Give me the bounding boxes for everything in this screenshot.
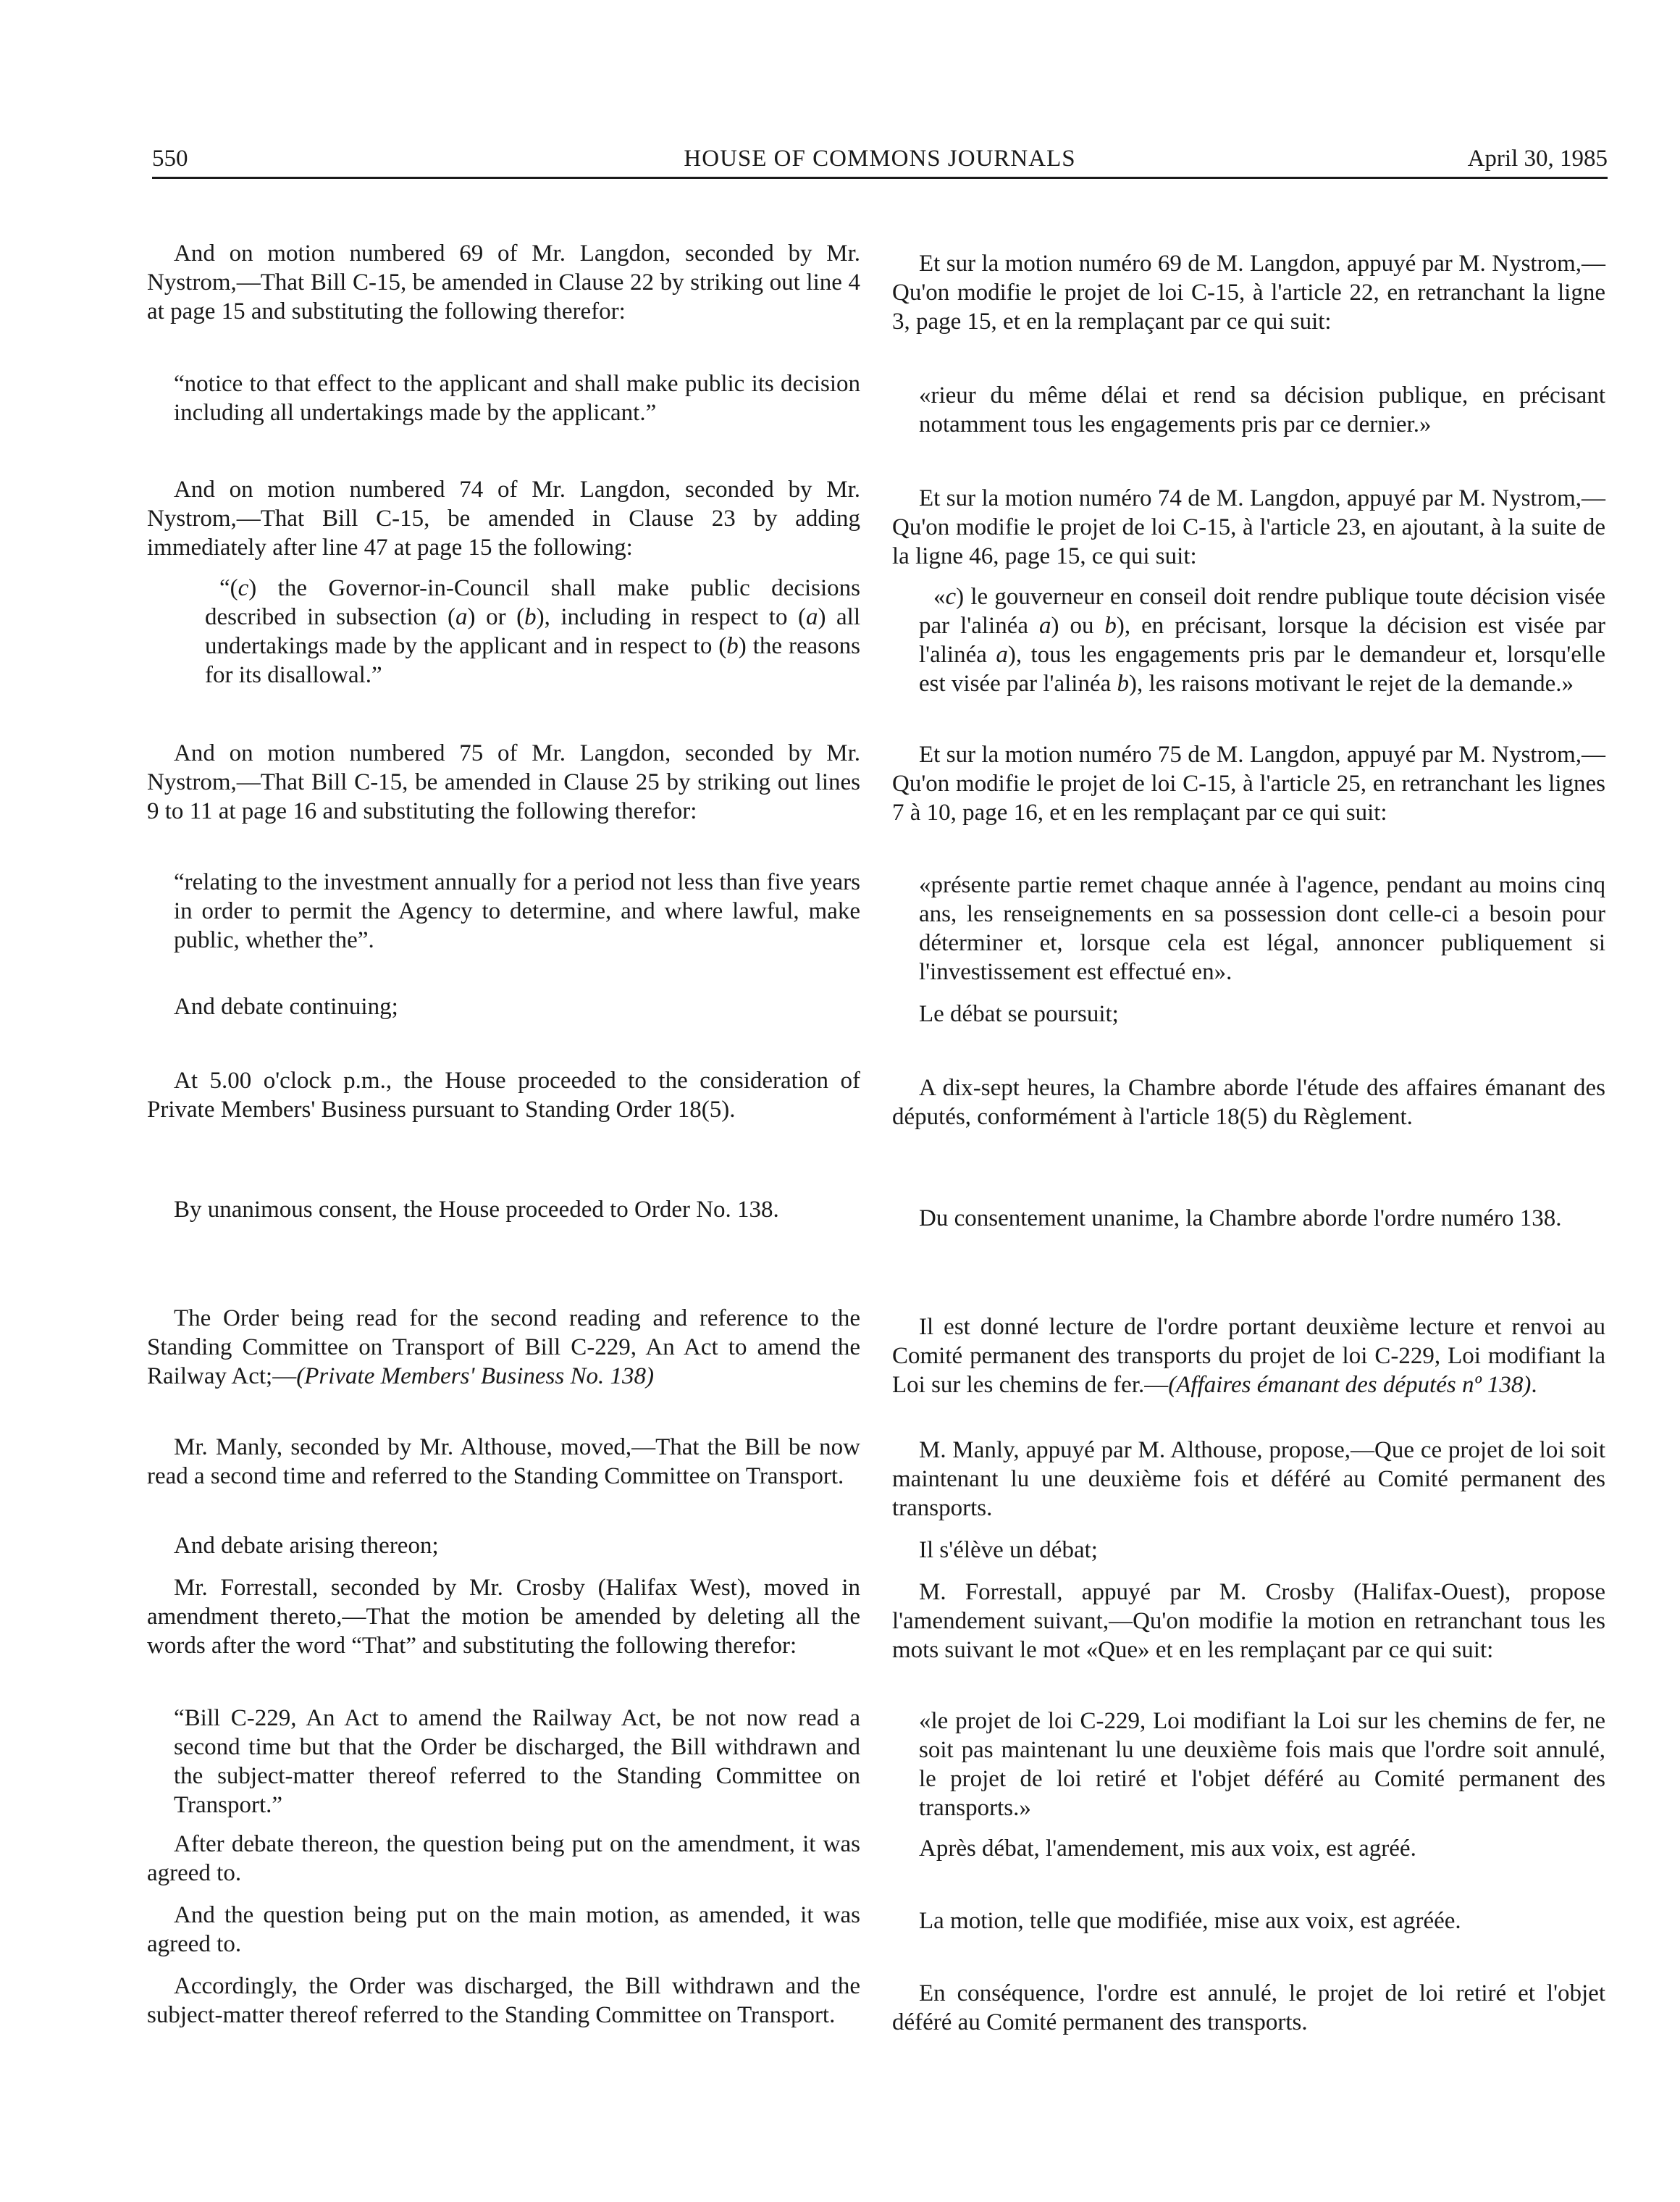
fr-motion-69-quote: «rieur du même délai et rend sa décision publique, en précisant notamment tous les engagements pris par ce dernier.» [919,382,1605,438]
en-motion-69: And on motion numbered 69 of Mr. Langdon, seconded by Mr. Nystrom,—That Bill C-15, be amended in Clause 22 by striking out line 4 at page 15 and substituting the following therefor: [147,240,860,325]
en-motion-74: And on motion numbered 74 of Mr. Langdon, seconded by Mr. Nystrom,—That Bill C-15, be amended in Clause 23 by adding immediately after line 47 at page 15 the following: [147,477,860,561]
en-forrestall-amendment: Mr. Forrestall, seconded by Mr. Crosby (Halifax West), moved in amendment thereto,—That the motion be amended by deleting all the words after the word “That” and substituting the following therefor: [147,1575,860,1659]
en-debate-arising: And debate arising thereon; [174,1533,439,1559]
fr-forrestall-amendment: M. Forrestall, appuyé par M. Crosby (Halifax-Ouest), propose l'amendement suivant,—Qu'on modifie la motion en retranchant tous les mots suivant le mot «Que» et en les remplaçant par ce qui suit: [892,1579,1605,1663]
fr-motion-69: Et sur la motion numéro 69 de M. Langdon, appuyé par M. Nystrom,—Qu'on modifie le projet de loi C-15, à l'article 22, en retranchant la ligne 3, page 15, et en la remplaçant par ce qui suit: [892,251,1605,335]
fr-manly-motion: M. Manly, appuyé par M. Althouse, propose,—Que ce projet de loi soit maintenant lu une deuxième fois et déféré au Comité permanent des transports. [892,1437,1605,1521]
page-number: 550 [152,146,188,172]
en-order-read: The Order being read for the second reading and reference to the Standing Committee on Transport of Bill C-229, An Act to amend the Railway Act;—(Private Members' Business No. 138) [147,1305,860,1389]
en-manly-motion: Mr. Manly, seconded by Mr. Althouse, moved,—That the Bill be now read a second time and referred to the Standing Committee on Transport. [147,1434,860,1489]
fr-accordingly: En conséquence, l'ordre est annulé, le projet de loi retiré et l'objet déféré au Comité permanent des transports. [892,1980,1605,2035]
fr-motion-75: Et sur la motion numéro 75 de M. Langdon, appuyé par M. Nystrom,—Qu'on modifie le projet de loi C-15, à l'article 25, en retranchant les lignes 7 à 10, page 16, et en les remplaçant par ce qui suit: [892,742,1605,826]
fr-unanimous-consent: Du consentement unanime, la Chambre aborde l'ordre numéro 138. [919,1205,1562,1231]
fr-order-read: Il est donné lecture de l'ordre portant deuxième lecture et renvoi au Comité permanent des transports du projet de loi C-229, Loi modifiant la Loi sur les chemins de fer.—(Affaires émanant des députés nº 138). [892,1314,1605,1398]
fr-after-debate: Après débat, l'amendement, mis aux voix, est agréé. [919,1835,1416,1862]
en-motion-69-quote: “notice to that effect to the applicant and shall make public its decision including all undertakings made by the applicant.” [174,371,860,426]
page-header [152,143,1608,179]
en-after-debate: After debate thereon, the question being put on the amendment, it was agreed to. [147,1831,860,1886]
en-motion-75-quote: “relating to the investment annually for a period not less than five years in order to permit the Agency to determine, and where lawful, make public, whether the”. [174,869,860,953]
fr-five-oclock: A dix-sept heures, la Chambre aborde l'étude des affaires émanant des députés, conformément à l'article 18(5) du Règlement. [892,1075,1605,1130]
en-motion-75: And on motion numbered 75 of Mr. Langdon, seconded by Mr. Nystrom,—That Bill C-15, be amended in Clause 25 by striking out lines 9 to 11 at page 16 and substituting the following therefor: [147,740,860,824]
fr-amendment-quote: «le projet de loi C-229, Loi modifiant la Loi sur les chemins de fer, ne soit pas maintenant lu une deuxième fois mais que l'ordre soit annulé, le projet de loi retiré et l'objet déféré au Comité permanent des transports.» [919,1708,1605,1821]
en-amendment-quote: “Bill C-229, An Act to amend the Railway Act, be not now read a second time but that the Order be discharged, the Bill withdrawn and the subject-matter thereof referred to the Standing Committee on Transport.” [174,1705,860,1818]
fr-main-motion: La motion, telle que modifiée, mise aux voix, est agréée. [919,1908,1461,1934]
en-unanimous-consent: By unanimous consent, the House proceeded to Order No. 138. [174,1197,779,1223]
en-debate-continuing: And debate continuing; [174,994,398,1020]
en-five-oclock: At 5.00 o'clock p.m., the House proceeded to the consideration of Private Members' Business pursuant to Standing Order 18(5). [147,1068,860,1123]
fr-debate-arising: Il s'élève un débat; [919,1537,1098,1563]
journal-date: April 30, 1985 [1467,146,1608,172]
fr-motion-74-quote: «c) le gouverneur en conseil doit rendre publique toute décision visée par l'alinéa a) ou b), en précisant, lorsque la décision est visée par l'alinéa a), tous les engagements pris par le demandeur et, lorsqu'elle est visée par l'alinéa b), les raisons motivant le rejet de la demande.» [919,584,1605,697]
en-main-motion: And the question being put on the main motion, as amended, it was agreed to. [147,1902,860,1957]
fr-debate-continuing: Le débat se poursuit; [919,1001,1119,1027]
journal-title: HOUSE OF COMMONS JOURNALS [684,146,1076,172]
en-motion-74-quote: “(c) the Governor-in-Council shall make public decisions described in subsection (a) or (b), including in respect to (a) all undertakings made by the applicant and in respect to (b) the reasons for its disallowal.” [205,575,860,688]
fr-motion-75-quote: «présente partie remet chaque année à l'agence, pendant au moins cinq ans, les renseignements en sa possession dont celle-ci a besoin pour déterminer et, lorsque cela est légal, annoncer publiquement si l'investissement est effectué en». [919,872,1605,985]
fr-motion-74: Et sur la motion numéro 74 de M. Langdon, appuyé par M. Nystrom,—Qu'on modifie le projet de loi C-15, à l'article 23, en ajoutant, à la suite de la ligne 46, page 15, ce qui suit: [892,485,1605,569]
en-accordingly: Accordingly, the Order was discharged, the Bill withdrawn and the subject-matter thereof referred to the Standing Committee on Transport. [147,1973,860,2028]
